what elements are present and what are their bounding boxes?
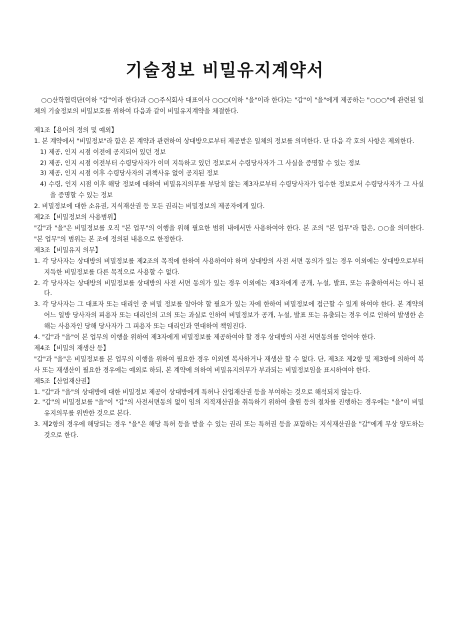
document-body [34, 96, 424, 442]
article-1-subitem-4: 4) 수령, 인지 시점 이후 해당 정보에 대하여 비밀유지의무를 부담치 않는 제3자로부터 수령당사자가 입수한 정보로서 수령당사자가 그 사실을 증명할 수 있는 정보 [40, 181, 424, 200]
article-2-body: "갑"과 "을"은 비밀정보를 오직 "본 업무"의 이행을 위해 필요한 범위 내에서만 사용하여야 한다. 본 조의 "본 업무"라 함은, ○○을 의미한다. "본 업무"의 범위는 본 조에 정의된 내용으로 한정한다. [34, 224, 424, 243]
article-5-heading: 제5조【산업재산권】 [34, 377, 94, 385]
article-3 [34, 246, 424, 344]
article-3-item-4: 4. "갑"과 "을"이 본 업무의 이행을 위하여 제3자에게 비밀정보를 제공하여야 할 경우 상대방의 사전 서면동의를 얻어야 한다. [34, 334, 376, 342]
article-1-item-2: 2. 비밀정보에 대한 소유권, 지식재산권 등 모든 권리는 비밀정보의 제공자에게 있다. [34, 203, 265, 211]
article-5-item-1: 1. "갑"과 "을"의 상대방에 대한 비밀정보 제공이 상대방에게 특허나 산업재산권 등을 부여하는 것으로 해석되지 않는다. [34, 388, 362, 396]
article-3-item-2: 2. 각 당사자는 상대방의 비밀정보를 상대방의 사전 서면 동의가 있는 경우 이외에는 제3자에게 공개, 누설, 발표, 또는 유출하여서는 아니 된다. [34, 279, 424, 298]
article-3-heading: 제3조【비밀유지 의무】 [34, 246, 102, 254]
article-4-body: "갑"과 "을"은 비밀정보를 본 업무의 이행을 위하여 필요한 경우 이외엔 복사하거나 재생산 할 수 없다. 단, 제3조 제2항 및 제3항에 의하여 복사 또는 재생산이 필요한 경우에는 예외로 하되, 본 계약에 의하여 비밀유지의무가 부과되는 비밀정보임을 표시하여야 한다. [34, 355, 424, 374]
document-title: 기술정보 비밀유지계약서 [125, 61, 325, 81]
article-4-heading: 제4조【비밀의 재생산 등】 [34, 344, 110, 352]
article-2-heading: 제2조【비밀정보의 사용범위】 [34, 214, 120, 222]
article-3-item-1: 1. 각 당사자는 상대방의 비밀정보를 제2조의 목적에 한하여 사용하여야 하며 상대방의 사전 서면 동의가 있는 경우 이외에는 상대방으로부터 지득한 비밀정보를 다른 목적으로 사용할 수 없다. [34, 257, 424, 276]
article-5-item-3: 3. 제2항의 경우에 해당되는 경우 "을"은 해당 특허 등을 받을 수 있는 권리 또는 특허권 등을 포함하는 지식재산권을 "갑"에게 무상 양도하는 것으로 한다. [34, 421, 424, 440]
article-4 [34, 344, 424, 377]
article-1-subitem-1: 1) 제공, 인지 시점 이전에 공지되어 있던 정보 [40, 148, 166, 156]
article-2 [34, 213, 424, 246]
article-5-item-2: 2. "갑"의 비밀정보를 "을"이 "갑"의 사전서면동의 없이 임의 지적재산권을 취득하기 위하여 출원 등의 절차를 진행하는 경우에는 "을"이 비밀유지의무를 위반한 것으로 본다. [34, 399, 424, 418]
article-3-item-3: 3. 각 당사자는 그 대표자 또는 대리인 중 비밀 정보를 알아야 할 필요가 있는 자에 한하여 비밀정보에 접근할 수 있게 하여야 한다. 본 계약의 어느 일방 당사자의 피용자 또는 대리인의 고의 또는 과실로 인하여 비밀정보가 공개, 누설, 발표 또는 유출되는 경우 이로 인하여 발생한 손해는 사용자인 당해 당사자가 그 피용자 또는 대리인과 연대하여 책임진다. [34, 301, 424, 331]
article-1-item-1: 1. 본 계약에서 "비밀정보"라 함은 본 계약과 관련하여 상대방으로부터 제공받은 일체의 정보를 의미한다. 단 다음 각 호의 사항은 제외한다. [34, 137, 415, 145]
intro-paragraph: ○○산학협력단(이하 "갑"이라 한다)과 ○○주식회사 대표이사 ○○○(이하 "을"이라 한다)는 "갑"이 "을"에게 제공하는 "○○○"에 관련된 일체의 기술정보의 비밀보호를 위하여 다음과 같이 비밀유지계약을 체결한다. [34, 97, 424, 115]
article-1-subitem-2: 2) 제공, 인지 시점 이전부터 수령당사자가 이미 지득하고 있던 정보로서 수령당사자가 그 사실을 증명할 수 있는 정보 [40, 159, 361, 167]
article-1 [34, 126, 424, 213]
article-1-subitem-3: 3) 제공, 인지 시점 이후 수령당사자의 귀책사유 없이 공지된 정보 [40, 170, 219, 178]
article-5 [34, 377, 424, 442]
article-1-heading: 제1조【용어의 정의 및 예외】 [34, 126, 118, 134]
